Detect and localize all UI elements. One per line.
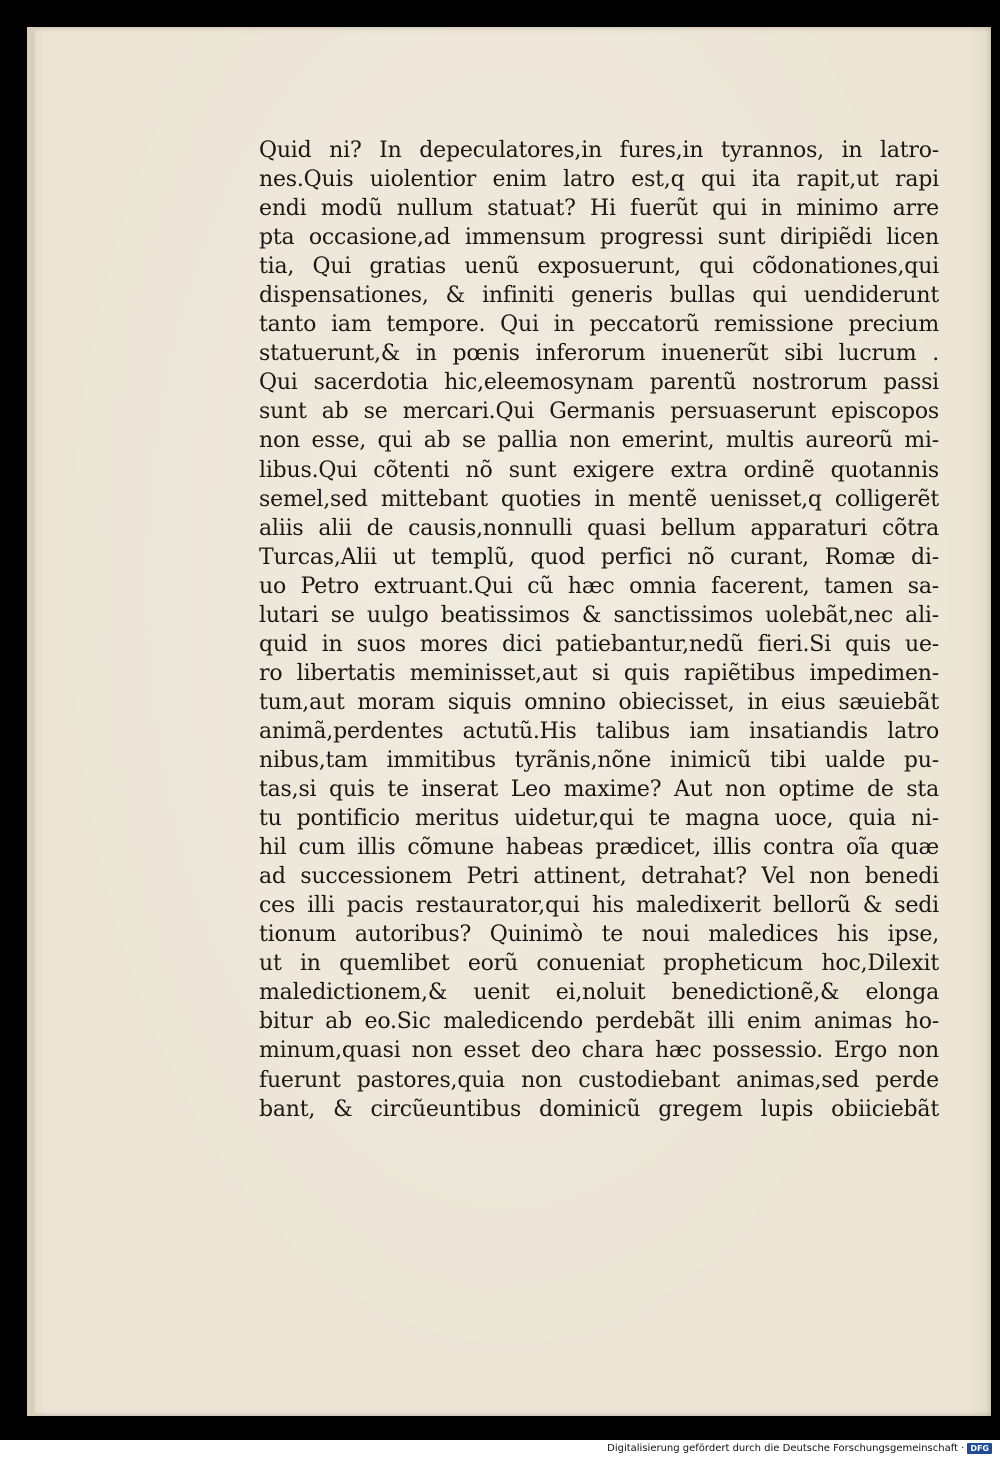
footer-bar [0,1440,1000,1461]
text-line: ro libertatis meminisset,aut si quis rapiẽtibus impedimen- [259,660,939,686]
text-line: statuerunt,& in pœnis inferorum inuenerũt sibi lucrum . [259,341,939,367]
text-line: nes.Quis uiolentior enim latro est,q qui ita rapit,ut rapi [259,167,939,193]
text-line: ces illi pacis restaurator,qui his maledixerit bellorũ & sedi [259,893,939,919]
text-line: minum,quasi non esset deo chara hæc possessio. Ergo non [259,1038,939,1064]
text-line: tionum autoribus? Quinimò te noui maledices his ipse, [259,922,939,948]
text-line: fuerunt pastores,quia non custodiebant animas,sed perde [259,1067,939,1093]
text-line: non esse, qui ab se pallia non emerint, multis aureorũ mi- [259,428,939,454]
text-line: tum,aut moram siquis omnino obiecisset, in eius sæuiebãt [259,689,939,715]
text-line: tia, Qui gratias uenũ exposuerunt, qui cõdonationes,qui [259,254,939,280]
text-line: semel,sed mittebant quoties in mentẽ uenisset,q colligerẽt [259,486,939,512]
funding-credit-text: Digitalisierung gefördert durch die Deutsche Forschungsgemeinschaft · [607,1443,965,1454]
text-line: Qui sacerdotia hic,eleemosynam parentũ nostrorum passi [259,370,939,396]
text-line: tu pontificio meritus uidetur,qui te magna uoce, quia ni- [259,806,939,832]
footer-credit [607,1443,992,1454]
text-line: tas,si quis te inserat Leo maxime? Aut non optime de sta [259,777,939,803]
text-line: ad successionem Petri attinent, detrahat? Vel non benedi [259,864,939,890]
text-line: quid in suos mores dici patiebantur,nedũ fieri.Si quis ue- [259,631,939,657]
text-line: lutari se uulgo beatissimos & sanctissimos uolebãt,nec ali- [259,602,939,628]
text-line: animã,perdentes actutũ.His talibus iam insatiandis latro [259,718,939,744]
text-line: dispensationes, & infiniti generis bullas qui uendiderunt [259,283,939,309]
text-line: sunt ab se mercari.Qui Germanis persuaserunt episcopos [259,399,939,425]
dfg-logo-icon: DFG [967,1443,992,1454]
text-line: endi modũ nullum statuat? Hi fuerũt qui in minimo arre [259,196,939,222]
text-line: hil cum illis cõmune habeas prædicet, illis contra oĩa quæ [259,835,939,861]
page-left-edge [27,27,35,1416]
page-text-block [259,136,939,1124]
text-line: libus.Qui cõtenti nõ sunt exigere extra ordinẽ quotannis [259,457,939,483]
text-line: aliis alii de causis,nonnulli quasi bellum apparaturi cõtra [259,515,939,541]
text-line: ut in quemlibet eorũ conueniat propheticum hoc,Dilexit [259,951,939,977]
text-line: Turcas,Alii ut templũ, quod perfici nõ curant, Romæ di- [259,544,939,570]
text-line: Quid ni? In depeculatores,in fures,in tyrannos, in latro- [259,138,939,163]
text-line: bant, & circũeuntibus dominicũ gregem lupis obiiciebãt [259,1096,939,1122]
text-line: maledictionem,& uenit ei,noluit benedictionẽ,& elonga [259,980,939,1006]
text-line: pta occasione,ad immensum progressi sunt diripiẽdi licen [259,225,939,251]
text-line: bitur ab eo.Sic maledicendo perdebãt illi enim animas ho- [259,1009,939,1035]
text-line: tanto iam tempore. Qui in peccatorũ remissione precium [259,312,939,338]
text-line: nibus,tam immitibus tyrãnis,nõne inimicũ tibi ualde pu- [259,747,939,773]
text-line: uo Petro extruant.Qui cũ hæc omnia facerent, tamen sa- [259,573,939,599]
